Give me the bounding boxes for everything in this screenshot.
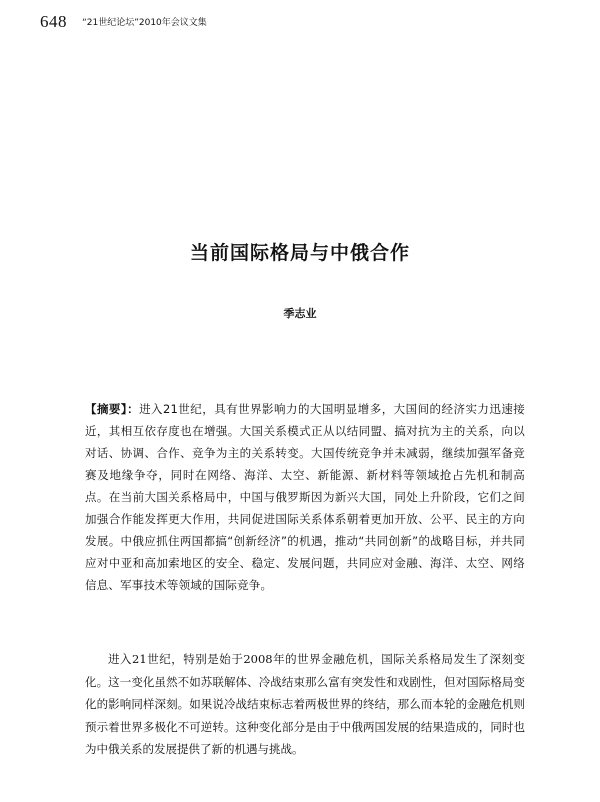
article-author: 季志业 bbox=[283, 307, 317, 320]
abstract-label: 【摘要】： bbox=[85, 402, 140, 416]
abstract-text: 进入21世纪，具有世界影响力的大国明显增多，大国间的经济实力迅速接近，其相互依存度也在增强。大国关系模式正从以结同盟、搞对抗为主的关系，向以对话、协调、合作、竞争为主的关系转变。大国传统竞争并未减弱，继续加强军备竞赛及地缘争夺，同时在网络、海洋、太空、新能源、新材料等领域抢占先机和制高点。在当前大国关系格局中，中国与俄罗斯因为新兴大国，同处上升阶段，它们之间加强合作能发挥更大作用，共同促进国际关系体系朝着更加开放、公平、民主的方向发展。中俄应抓住两国都搞“创新经济”的机遇，推动“共同创新”的战略目标，并共同应对中亚和高加索地区的安全、稳定、发展问题，共同应对金融、海洋、太空、网络信息、军事技术等领域的国际竞争。 bbox=[85, 402, 526, 592]
page-header bbox=[40, 12, 580, 34]
page-number: 648 bbox=[40, 12, 67, 31]
abstract bbox=[85, 398, 525, 596]
body-paragraph: 进入21世纪，特别是始于2008年的世界金融危机，国际关系格局发生了深刻变化。这一变化虽然不如苏联解体、冷战结束那么富有突发性和戏剧性，但对国际格局变化的影响同样深刻。如果说冷战结束标志着两极世界的终结，那么而本轮的金融危机则预示着世界多极化不可逆转。这种变化部分是由于中俄两国发展的结果造成的，同时也为中俄关系的发展提供了新的机遇与挑战。 bbox=[85, 652, 525, 756]
running-head: “21世纪论坛”2010年会议文集 bbox=[82, 18, 207, 28]
article-title: 当前国际格局与中俄合作 bbox=[189, 242, 410, 264]
